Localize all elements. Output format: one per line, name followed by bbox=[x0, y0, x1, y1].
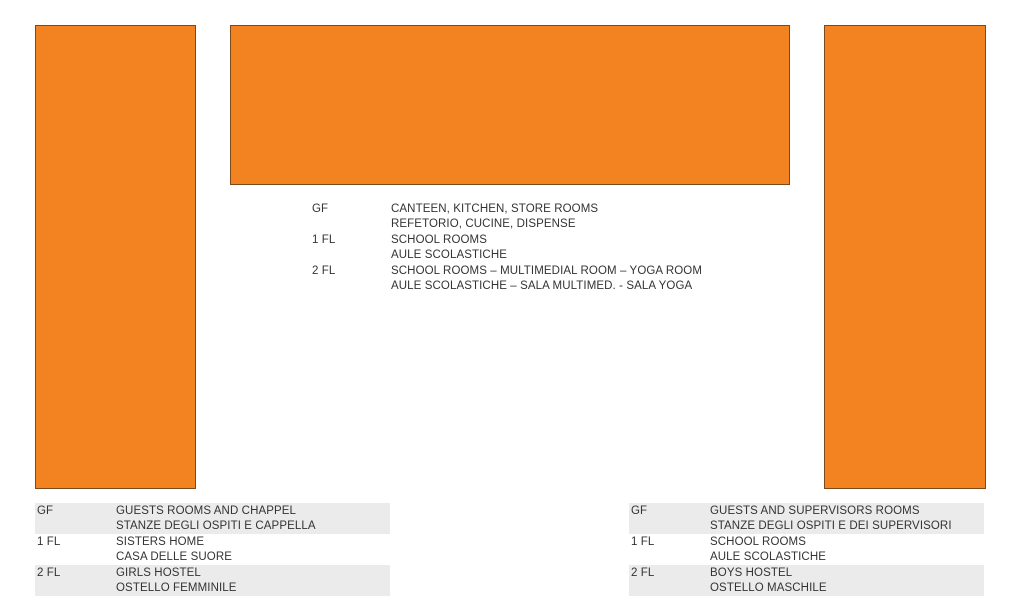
floor-use-english: SCHOOL ROOMS bbox=[391, 234, 487, 246]
legend-row-1fl bbox=[629, 534, 984, 565]
left-building-legend bbox=[35, 503, 390, 596]
floor-use-english: CANTEEN, KITCHEN, STORE ROOMS bbox=[391, 203, 599, 215]
floor-label: GF bbox=[631, 505, 648, 517]
floor-use-italian: STANZE DEGLI OSPITI E DEI SUPERVISORI bbox=[710, 520, 952, 532]
floor-use-italian: STANZE DEGLI OSPITI E CAPPELLA bbox=[116, 520, 316, 532]
legend-row-2fl bbox=[629, 565, 984, 596]
legend-row-2fl bbox=[312, 263, 782, 294]
floor-use-english: GUESTS ROOMS AND CHAPPEL bbox=[116, 505, 297, 517]
left-building-block bbox=[35, 25, 196, 489]
floor-use-english: SCHOOL ROOMS bbox=[710, 536, 806, 548]
floor-use-italian: AULE SCOLASTICHE bbox=[710, 551, 826, 563]
floor-use-english: GUESTS AND SUPERVISORS ROOMS bbox=[710, 505, 920, 517]
floor-use-italian: OSTELLO FEMMINILE bbox=[116, 582, 237, 594]
floor-label: 1 FL bbox=[312, 234, 336, 246]
center-building-block bbox=[230, 25, 790, 185]
floor-use-english: BOYS HOSTEL bbox=[710, 567, 793, 579]
floor-use-english: GIRLS HOSTEL bbox=[116, 567, 201, 579]
floor-label: 2 FL bbox=[312, 265, 336, 277]
floor-use-italian: CASA DELLE SUORE bbox=[116, 551, 233, 563]
floor-use-italian: AULE SCOLASTICHE bbox=[391, 249, 507, 261]
legend-row-1fl bbox=[312, 232, 782, 263]
legend-row-gf bbox=[312, 201, 782, 232]
floor-label: GF bbox=[312, 203, 329, 215]
floor-label: 1 FL bbox=[631, 536, 655, 548]
center-building-legend bbox=[312, 201, 782, 294]
floor-use-italian: REFETORIO, CUCINE, DISPENSE bbox=[391, 218, 576, 230]
floor-label: 2 FL bbox=[631, 567, 655, 579]
floor-use-english: SCHOOL ROOMS – MULTIMEDIAL ROOM – YOGA ROOM bbox=[391, 265, 703, 277]
floor-label: 2 FL bbox=[37, 567, 61, 579]
floor-label: 1 FL bbox=[37, 536, 61, 548]
right-building-block bbox=[824, 25, 986, 489]
floor-label: GF bbox=[37, 505, 54, 517]
legend-row-gf bbox=[629, 503, 984, 534]
legend-row-gf bbox=[35, 503, 390, 534]
legend-row-1fl bbox=[35, 534, 390, 565]
legend-row-2fl bbox=[35, 565, 390, 596]
floor-use-italian: AULE SCOLASTICHE – SALA MULTIMED. - SALA YOGA bbox=[391, 280, 693, 292]
right-building-legend bbox=[629, 503, 984, 596]
floor-use-italian: OSTELLO MASCHILE bbox=[710, 582, 827, 594]
floor-use-english: SISTERS HOME bbox=[116, 536, 205, 548]
